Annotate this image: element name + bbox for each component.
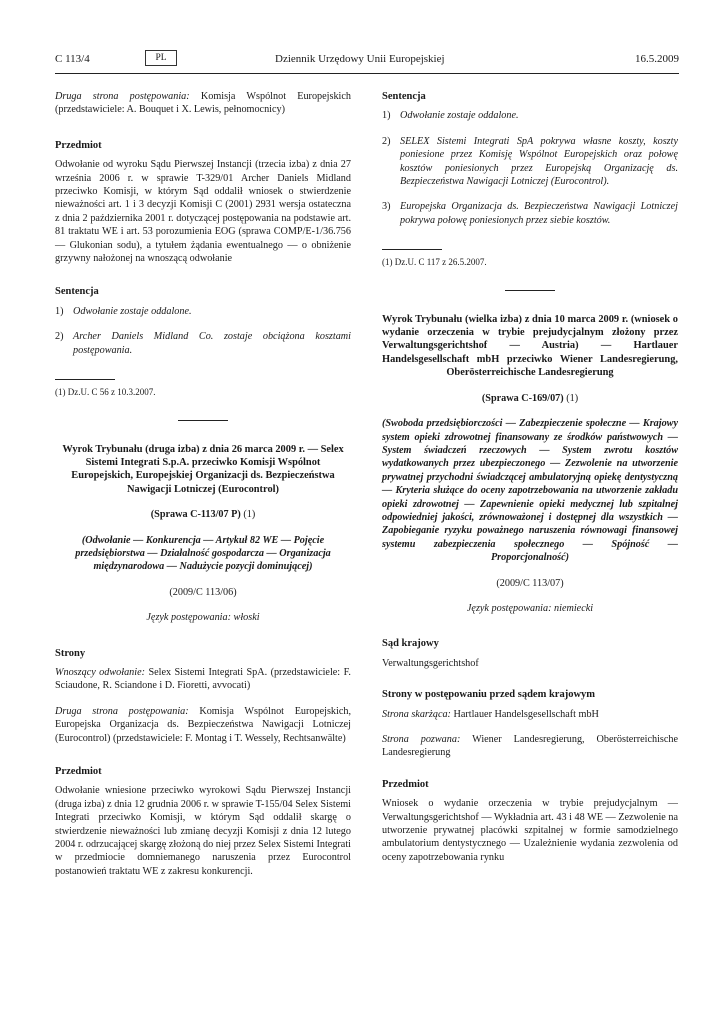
footnote-rule (55, 379, 115, 380)
right-column (382, 90, 678, 878)
heading-przedmiot: Przedmiot (55, 139, 102, 151)
heading-strony: Strony w postępowaniu przed sądem krajowym (382, 689, 596, 701)
heading-strony: Strony (55, 647, 86, 659)
respondent: Druga strona postępowania: Komisja Wspólnot Europejskich, Europejska Organizacja ds. Bezpieczeństwa Nawigacji Lotniczej (Eurocontrol) (przedstawiciele: F. Montag i T. Wessely, Rechtsanwälte) (55, 705, 351, 744)
judgment-title: Wyrok Trybunału (druga izba) z dnia 26 marca 2009 r. — Selex Sistemi Integrati S.p.A. przeciwko Komisji Wspólnot Europejskich, Europejskiej Organizacji ds. Bezpieczeństwa Nawigacji Lotniczej (Eurocontrol) (62, 443, 344, 495)
przedmiot-text: Wniosek o wydanie orzeczenia w trybie prejudycjalnym — Verwaltungsgerichtshof — Wykładnia art. 43 i 48 WE — Zezwolenie na utworzenie prywatnej placówki szpitalnej w formie samodzielnego ambulatorium dentystycznego — Uzależnienie wydania zezwolenia od oceny zapotrzebowania rynku (382, 798, 678, 863)
footnote-rule (382, 249, 442, 250)
heading-przedmiot: Przedmiot (382, 778, 429, 790)
przedmiot-text: Odwołanie wniesione przeciwko wyrokowi Sądu Pierwszej Instancji (druga izba) z dnia 12 grudnia 2006 r. w sprawie T-155/04 Selex Sistemi Integrati przeciwko Komisji, w którym Sąd oddalił skargę o stwierdzenie nieważności lub zmianę decyzji Komisji z dnia 12 lutego 2004 r. odrzucającej skargę złożoną do niej przez Selex Sistemi Integrati w przedmiocie domniemanego naruszenia przez Eurocontrol postanowień traktatu WE z zakresu konkurencji. (55, 785, 351, 877)
judgment-title: Wyrok Trybunału (wielka izba) z dnia 10 marca 2009 r. (wniosek o wydanie orzeczenia w trybie prejudycjalnym złożony przez Verwaltungsgerichtshof — Austria) — Hartlauer Handelsgesellschaft mbH przeciwko Wiener Landesregierung, Oberösterreichische Landesregierung (382, 313, 678, 379)
language-of-case: Język postępowania: włoski (146, 612, 260, 624)
journal-title: Dziennik Urzędowy Unii Europejskiej (275, 53, 445, 65)
reference-number: (2009/C 113/07) (496, 577, 564, 589)
language-badge: PL (145, 50, 177, 66)
publication-date: 16.5.2009 (635, 53, 679, 65)
heading-przedmiot: Przedmiot (55, 766, 102, 777)
section-separator (178, 420, 228, 421)
footnote: (1) Dz.U. C 117 z 26.5.2007. (382, 257, 487, 268)
page-reference: C 113/4 (55, 53, 90, 65)
reference-number: (2009/C 113/06) (169, 586, 237, 598)
case-number: (Sprawa C-113/07 P) (1) (150, 509, 256, 521)
case-subject: (Swoboda przedsiębiorczości — Zabezpieczenie społeczne — Krajowy system opieki zdrowotnej finansowany ze środków państwowych — System świadczeń rzeczowych — System zwrotu kosztów wydatkowanych przez ubezpieczonego — Zezwolenie na utworzenie prywatnej przychodni świadczącej ambulatoryjną opiekę dentystyczną — Kryteria służące do oceny zapotrzebowania na utworzenie zakładu opieki zdrowotnej — Zapewnienie opieki medycznej lub szpitalnej odpowiedniej jakości, zrównoważonej i dostępnej dla wszystkich — Zapobieganie ryzyku poważnego naruszenia równowagi finansowej systemu zabezpieczenia społecznego — Spójność — Proporcjonalność) (382, 418, 678, 564)
case-subject: (Odwołanie — Konkurencja — Artykuł 82 WE — Pojęcie przedsiębiorstwa — Działalność gospodarcza — Organizacja międzynarodowa — Nadużycie pozycji dominującej) (75, 534, 331, 573)
page-header (55, 50, 679, 70)
ruling-item: 1) Odwołanie zostaje oddalone. (55, 305, 192, 317)
przedmiot-text: Odwołanie od wyroku Sądu Pierwszej Instancji (trzecia izba) z dnia 27 września 2006 r. w sprawie T-329/01 Archer Daniels Midland przeciwko Komisji, w którym Sąd oddalił wniosek o stwierdzenie nieważności art. 1 i 3 decyzji Komisji C (2001) 2931 wersja ostateczna z dnia 2 października 2001 r. dotyczącej postępowania na podstawie art. 81 traktatu WE i art. 53 porozumienia EOG (sprawa COMP/E-1/36.756 — Glukonian sodu), a tytułem żądania ewentualnego — o obniżenie grzywny nałożonej na wnoszącą odwołanie (55, 159, 351, 265)
language-of-case: Język postępowania: niemiecki (466, 602, 594, 614)
left-column (55, 90, 351, 892)
applicant: Strona skarżąca: Hartlauer Handelsgesellschaft mbH (382, 708, 599, 720)
ruling-item: 2) Archer Daniels Midland Co. zostaje obciążona kosztami postępowania. (55, 331, 351, 356)
header-rule (55, 73, 679, 74)
ruling-item: 1) Odwołanie zostaje oddalone. (382, 110, 519, 122)
heading-sentencja: Sentencja (382, 91, 426, 102)
heading-sad-krajowy: Sąd krajowy (382, 638, 439, 650)
appellant: Wnoszący odwołanie: Selex Sistemi Integrati SpA. (przedstawiciele: F. Sciaudone, R. Sciandone i D. Fioretti, avvocati) (55, 666, 351, 692)
national-court: Verwaltungsgerichtshof (382, 657, 479, 669)
footnote: (1) Dz.U. C 56 z 10.3.2007. (55, 387, 156, 398)
defendant: Strona pozwana: Wiener Landesregierung, Oberösterreichische Landesregierung (382, 734, 679, 759)
case-number: (Sprawa C-169/07) (1) (481, 392, 579, 404)
ruling-item: 3) Europejska Organizacja ds. Bezpieczeństwa Nawigacji Lotniczej pokrywa połowę poniesionych przez siebie kosztów. (382, 201, 678, 226)
heading-sentencja: Sentencja (55, 286, 99, 298)
other-party: Druga strona postępowania: Komisja Wspólnot Europejskich (przedstawiciele: A. Bouquet i X. Lewis, pełnomocnicy) (55, 91, 351, 116)
section-separator (505, 290, 555, 291)
ruling-item: 2) SELEX Sistemi Integrati SpA pokrywa własne koszty, koszty poniesione przez Komisję Wspólnot Europejskich oraz połowę kosztów poniesionych przez Europejską Organizację ds. Bezpieczeństwa Nawigacji Lotniczej (Eurocontrol). (382, 135, 678, 188)
